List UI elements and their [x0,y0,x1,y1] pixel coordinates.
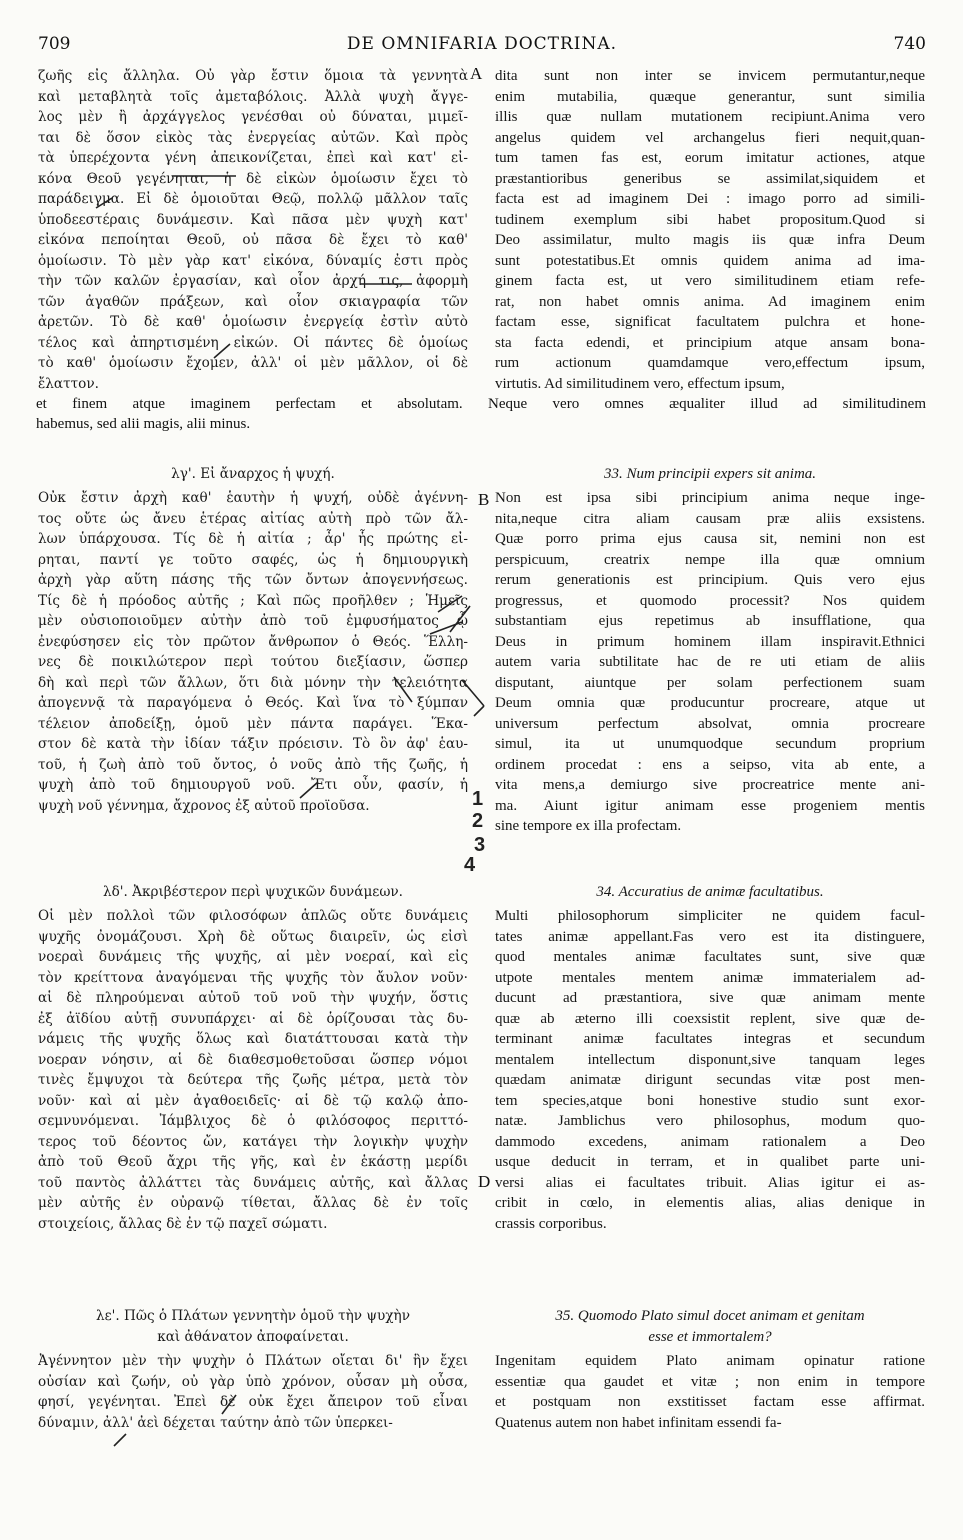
latin-text-line: habemus, sed alii magis, alii minus. [36,416,251,432]
greek-text-line: ἐνεφύσησεν εἰς τὸν πρῶτον ἄνθρωπον ὁ Θεός. Ἕλλη- [38,633,468,650]
greek-text-line: ἀρχὴ γὰρ αὕτη πάσης τῆς τῶν ὄντων ἀπογεννήσεως. [38,572,468,588]
latin-text-line: vita mens,a demiurgo sive procreatrice mente ani- [495,777,925,793]
latin-text-line: ordinem procedat : ens a seipso, vita ab ente, a [495,756,925,773]
greek-text-line: Ἀγέννητον μὲν τὴν ψυχὴν ὁ Πλάτων οἴεται δι' ἣν ἔχει [38,1353,468,1369]
greek-text-line: ὑποδεεστέραις δυνάμεσιν. Καὶ πᾶσα μὲν ψυχὴ κατ' [38,211,468,228]
margin-marker-a: A [470,64,483,83]
greek-text-line: σεμνυνόμεναι. Ἰάμβλιχος δὲ ὁ φιλόσοφος περιττό- [38,1113,468,1129]
greek-text-line: στον δὲ κατὰ τὴν ἰδίαν τάξιν πρόεισιν. Τὸ ὂν ἀφ' ἑαυ- [38,736,468,752]
latin-text-line: utpote mentales mentem animæ immaterialem ad- [495,969,925,986]
latin-text-line: disputant, aiuntque per solam perfectionem suam [495,674,925,691]
greek-text-line: τὸ καθ' ὁμοίωσιν ἔχομεν, ἀλλ' οἱ μὲν μᾶλλον, οἱ δὲ [38,355,468,371]
running-title: DE OMNIFARIA DOCTRINA. [346,34,618,54]
latin-text-line: Non est ipsa sibi principium anima neque inge- [495,490,925,506]
latin-heading-35-line1: 35. Quomodo Plato simul docet animam et genitam [555,1308,865,1324]
latin-text-line: versi alias ei facultates tribuit. Alias igitur ei as- [495,1174,925,1191]
latin-text-line: Multi philosophorum simpliciter ne quidem facul- [495,908,925,924]
greek-text-line: ὁμοίωσιν. Τὸ μὲν γὰρ κατ' εἰκόνα, δύναμίς ἐστι πρὸς [38,252,468,269]
latin-text-line: cribit in cœlo, in elementis alias, alias denique in [495,1195,925,1211]
latin-text-line: dita sunt non inter se invicem permutantur,neque [495,68,925,84]
latin-text-line: sta facta edendi, et principium atque ansam bona- [495,334,925,351]
page-number-left: 709 [38,34,71,54]
handwritten-annotation-2: 2 [472,810,484,832]
latin-text-line: mentalem intellectum disponunt,sive tanquam leges [495,1051,925,1068]
latin-text-line: Ingenitam equidem Plato animam opinatur ratione [495,1353,925,1369]
ink-stroke [474,706,484,716]
greek-text-line: οὐσίαν καὶ ζωήν, οὐ γὰρ ὑπὸ χρόνον, οὖσαν μὴ οὖσα, [38,1373,468,1390]
greek-heading-34: λδ'. Ἀκριβέστερον περὶ ψυχικῶν δυνάμεων. [102,884,404,900]
latin-text-line: progressus, et quomodo processit? Nos quidem [495,592,925,609]
latin-text-line: Deus in primum hominem illam inspiravit.Ethnici [495,633,925,650]
greek-text-line: τοῦ, ἡ ζωὴ ἀπὸ τοῦ ὄντος, ὁ νοῦς ἀπὸ τῆς ζωῆς, ἡ [38,756,468,773]
ink-stroke [462,680,484,706]
greek-text-line: δύναμιν, ἀλλ' ἀεὶ δέχεται ταύτην ἀπὸ τῶν ὑπερκει- [38,1414,393,1431]
greek-text-line: νες δὲ ποικιλώτερον περὶ τούτου διεξίασιν, ὥσπερ [38,654,468,670]
latin-text-line: nita,neque citra aliam causam præ aliis exsistens. [495,510,925,527]
greek-text-line: ἀρετῶν. Τὸ δὲ καθ' ὁμοίωσιν ἐνεργείᾳ ἐστὶν αὐτὸ [38,314,468,330]
ink-stroke [394,677,412,702]
greek-heading-35-line2: καὶ ἀθάνατον ἀποφαίνεται. [157,1328,349,1345]
greek-text-line: στοιχείοις, ἄλλας δὲ ἐν τῷ παχεῖ σώματι. [38,1215,328,1232]
greek-text-line: φησί, γεγένηται. Ἐπεὶ δὲ οὐκ ἔχει ἄπειρον τοῦ εἶναι [38,1394,468,1410]
latin-text-line: rum actionum quamdamque vero,effectum ipsum, [495,355,925,371]
page-number-right: 740 [893,34,926,54]
greek-text-line: ται δὲ ὅσον εἰκὸς τὰς ἐνεργείας αὐτῶν. Καὶ πρὸς [38,129,468,146]
latin-text-line: substantiam ejus repetimus ab insufflatione, qua [495,613,925,629]
latin-text-line: terminant animæ facultates integras et secundum [495,1031,925,1047]
greek-heading-33: λγ'. Εἰ ἄναρχος ἡ ψυχή. [171,466,335,482]
latin-text-line: illis quæ nullam mutationem recipiunt.Anima vero [495,109,925,125]
latin-text-line: ma. Aiunt igitur animam esse progeniem mentis [495,797,925,814]
greek-text-line: κόνα Θεοῦ γεγένηται, ἡ δὲ εἰκὼν ὁμοίωσιν ἔχει τὸ [38,170,468,187]
greek-heading-35-line1: λε'. Πῶς ὁ Πλάτων γεννητὴν ὁμοῦ τὴν ψυχὴν [96,1308,410,1324]
greek-text-line: τερος τοῦ δέοντος ὤν, κατάγει τὴν λογικὴν ψυχὴν [38,1133,468,1150]
latin-text-line: factam esse, significat facultatem pulchra et hone- [495,314,925,330]
greek-text-line: τὸν κρείττονα ἀναγόμεναι τῆς ψυχῆς τὸν ἄυλον νοῦν· [38,969,468,986]
latin-text-line: crassis corporibus. [495,1215,607,1232]
greek-text-line: Οὐκ ἔστιν ἀρχὴ καθ' ἑαυτὴν ἡ ψυχή, οὐδὲ ἀγέννη- [38,490,468,506]
latin-heading-33: 33. Num principii expers sit anima. [603,466,817,482]
greek-text-line: ζωῆς εἰς ἄλληλα. Οὐ γὰρ ἔστιν ὅμοια τὰ γεννητὰ [38,68,468,84]
greek-text-line: τος οὔτε ὡς ἄνευ ἑτέρας αἰτίας αὐτὴ πρὸ τῶν ἄλ- [38,510,468,527]
greek-text-line: λος μὲν ἢ ἀρχάγγελος γενέσθαι οὐ δύναται, μιμεῖ- [38,109,468,125]
latin-text-line: quæ ab æterno illi coexsistit replent, sive quæ de- [495,1010,925,1027]
greek-text-line: ψυχῆς ὀνομάζουσι. Χρὴ δὲ οὕτως διαιρεῖν, ὡς εἰσὶ [38,928,468,945]
margin-marker-b: B [478,490,490,509]
latin-text-line: enim mutabilia, quæque generantur, sunt similia [495,88,925,105]
latin-text-line: et finem atque imaginem perfectam et absolutam. Neque vero omnes æqualiter illud ad similitudinem [36,396,926,412]
ink-stroke [450,606,470,632]
greek-text-line: ψυχὴ ἀπὸ τοῦ δημιουργοῦ νοῦ. Ἔτι οὖν, φασίν, ἡ [38,777,468,793]
greek-text-line: τέλειον ἀποδείξῃ, ὁμοῦ μὲν πάντα παράγει. Ἕκα- [38,715,468,732]
greek-text-line: Οἱ μὲν πολλοὶ τῶν φιλοσόφων ἁπλῶς οὔτε δυνάμεις [38,908,468,924]
latin-text-line: essentiæ qua gaudet et vitæ ; non enim in tempore [495,1373,925,1390]
greek-text-line: νοῦν· καὶ αἱ μὲν ἀγαθοειδεῖς· αἱ δὲ τῷ καλῷ ἀπο- [38,1092,468,1109]
latin-text-line: natæ. Jamblichus vero philosophus, modum quo- [495,1113,925,1129]
latin-text-line: præstantioribus generibus se assimilat,siquidem et [495,170,925,187]
greek-text-line: ρηται, παντί γε τοῦτο σαφές, ὡς ἡ δημιουργικὴ [38,551,468,568]
greek-text-line: ἐξ ἀϊδίου αὐτῇ συνυπάρχει· αἱ δὲ ὁρίζουσαι τὰς δυ- [38,1010,468,1027]
latin-text-line: tem species,atque boni honestive studio sunt exor- [495,1092,925,1109]
latin-text-line: dammodo excedens, animam rationalem a Deo [495,1133,925,1150]
greek-text-line: τὴν τῶν καλῶν ἐργασίαν, καὶ οἷον ἀρχή τις, ἀφορμὴ [38,273,468,289]
greek-text-line: ἔλαττον. [38,375,99,392]
greek-text-line: τέλος καὶ ἀπηρτισμένη εἰκών. Οἱ πάντες δὲ ὁμοίως [38,334,468,351]
latin-text-line: Quæ porro prima ejus causa sit, nemini non est [495,531,925,547]
greek-text-line: νάμεις τῆς ψυχῆς ὅλως καὶ διατάττουσαι κατὰ τὴν [38,1031,468,1047]
latin-text-line: Deum omnia quæ producuntur procreare, atque ut [495,695,925,711]
latin-heading-34: 34. Accuratius de animæ facultatibus. [596,884,824,900]
handwritten-annotation-3: 3 [474,834,486,856]
latin-text-line: autem varia subtilitate hac de re uti etiam de aliis [495,654,925,670]
ink-stroke [300,782,318,798]
latin-text-line: quod mentales animæ facultates sunt, sive quæ [495,949,925,965]
latin-text-line: ducunt ad præstantiora, sive quæ animam mente [495,990,925,1006]
handwritten-annotation-4: 4 [464,854,476,876]
greek-text-line: ψυχὴ νοῦ γέννημα, ἄχρονος ἐξ αὐτοῦ προϊοῦσα. [38,797,370,814]
latin-text-line: ginem facta est, ut vero similitudinem etiam refe- [495,273,925,289]
latin-text-line: angelus quidem vel archangelus fieri nequit,quan- [495,129,925,146]
latin-heading-35-line2: esse et immortalem? [648,1328,772,1345]
latin-text-line: tum tamen fas est, eorum imitatur actiones, atque [495,150,925,166]
greek-text-line: λων ὑπάρχουσα. Τίς δὲ ἡ αἰτία ; ἆρ' ἧς πρώτης εἰ- [38,531,468,547]
latin-text-line: universum perfectum absolvat, omnia procreare [495,715,925,732]
greek-text-line: τινὲς ἔμψυχοι τὰ δεύτερα τῆς ζωῆς μέτρα, μετὰ τὸν [38,1072,468,1088]
greek-text-line: εἰκόνα πεποίηται Θεοῦ, οὐ πᾶσα δὲ ἔχει τὸ καθ' [38,232,468,248]
latin-text-line: sine tempore ex illa profectam. [495,818,682,834]
handwritten-annotation-1: 1 [472,788,484,810]
greek-text-line: καὶ μεταβλητὰ τοῖς ἀμεταβόλοις. Ἀλλὰ ψυχὴ ἄγγε- [38,88,468,105]
ink-stroke [96,198,112,208]
latin-text-line: facta est ad imaginem Dei : imago porro ad simili- [495,191,925,207]
greek-text-line: μὲν αὐτῆς ἐν οὐρανῷ τίθεται, ἄλλας δὲ ἐν τοῖς [38,1195,468,1211]
latin-text-line: rerum generationis est principium. Quis vero ejus [495,572,925,588]
latin-text-line: sunt potestatibus.Et omnis quidem anima ad ima- [495,252,925,269]
greek-text-line: ἀπογεννᾷ τὰ παραγόμενα ὁ Θεός. Καὶ ἵνα τὸ ξύμπαν [38,695,468,711]
greek-text-line: Τίς δὲ ἡ πρόοδος αὐτῆς ; Καὶ πῶς προῆλθεν ; Ἡμεῖς [38,592,468,609]
ink-stroke [438,596,462,612]
greek-text-line: αἱ δὲ πληρούμεναι αὐτοῦ τοῦ νοῦ τὴν ψυχήν, ὅστις [38,990,468,1006]
greek-text-line: παράδειγμα. Εἰ δὲ ὁμοιοῦται Θεῷ, πολλῷ μᾶλλον ταῖς [38,191,468,207]
greek-text-line: τὰ ὑπερέχοντα γένη ἀπεικονίζεται, ἐπεὶ καὶ κατ' εἰ- [38,150,468,166]
latin-text-line: usque deducit in terram, et in qualibet parte uni- [495,1154,925,1170]
ink-stroke [214,344,230,358]
latin-text-line: rat, non habet omnis anima. Ad imaginem enim [495,293,925,310]
greek-text-line: τοῦ παντὸς ἀλλάττει τὰς δυνάμεις αὐτῆς, καὶ ἄλλας [38,1174,468,1191]
greek-text-line: ἀπὸ τοῦ Θεοῦ ἄχρι τῆς γῆς, καὶ ἐν ἑκάστῃ μερίδι [38,1154,468,1170]
latin-text-line: perspicuum, creatrix nempe illa quæ omnium [495,551,925,568]
greek-text-line: νοεραν νόησιν, αἱ δὲ διαθεσμοθετοῦσαι ὥσπερ νόμοι [38,1051,468,1068]
greek-text-line: τῶν ἀγαθῶν πράξεων, καὶ οἷον σκιαγραφία τῶν [38,293,468,310]
latin-text-line: tates animæ appellant.Fas vero est ita distinguere, [495,928,925,945]
greek-text-line: δὴ καὶ περὶ τῶν ἄλλων, ὅτι διὰ μόνην τὴν τελειότητα [38,674,468,691]
latin-text-line: tudinem exemplum sibi habet propositum.Quod si [495,211,925,228]
ink-stroke [114,1434,126,1446]
latin-text-line: Quatenus autem non habet infinitam essendi fa- [495,1414,782,1431]
latin-text-line: et postquam non exstitisset factam esse affirmat. [495,1394,925,1410]
latin-text-line: quædam animatæ dirigunt secundas vitæ post men- [495,1072,925,1088]
latin-text-line: simul, ita ut unumquodque secundum proprium [495,736,925,752]
latin-text-line: Deo assimilatur, multo magis iis quæ infra Deum [495,232,925,248]
greek-text-line: νοεραὶ δυνάμεις τῆς ψυχῆς, αἱ μὲν νοεραί, καὶ εἰς [38,949,468,965]
margin-marker-d: D [478,1172,491,1191]
greek-text-line: μὲν οὐσιοποιοῦμεν αὐτὴν ἀπὸ τοῦ ἐμφυσήματος ᾧ [38,613,468,629]
latin-text-line: virtutis. Ad similitudinem vero, effectum ipsum, [495,375,785,392]
ink-stroke [222,1395,236,1414]
